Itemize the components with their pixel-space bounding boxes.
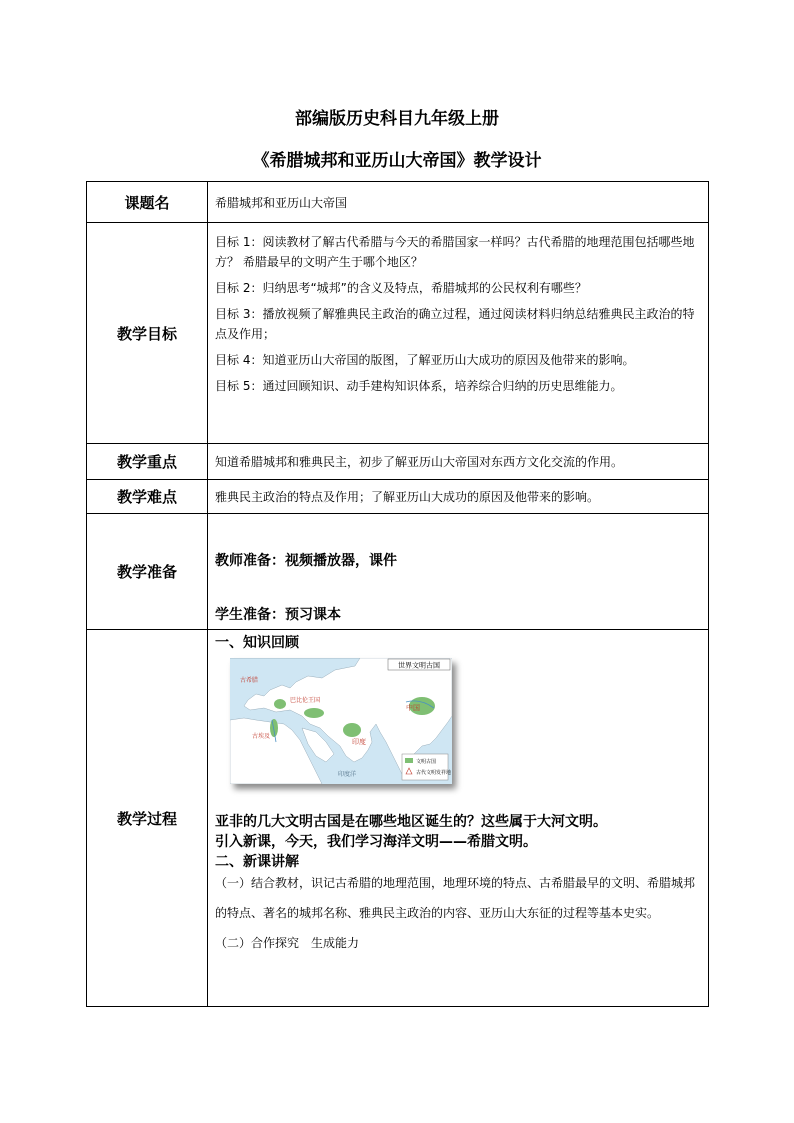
value-difficulties xyxy=(208,480,709,514)
legend-civ-label: 文明古国 xyxy=(416,759,437,765)
civ-babylon xyxy=(304,708,324,718)
value-key-points xyxy=(208,444,709,480)
label-difficulties: 教学难点 xyxy=(87,480,208,514)
label-process: 教学过程 xyxy=(87,630,208,1007)
new-lesson-part2: （二）合作探究 生成能力 xyxy=(215,936,360,950)
map-label-babylon: 巴比伦王国 xyxy=(290,697,321,704)
student-preparation: 学生准备：预习课本 xyxy=(215,607,341,623)
map-title: 世界文明古国 xyxy=(398,661,440,670)
difficulties-text: 雅典民主政治的特点及作用；了解亚历山大成功的原因及他带来的影响。 xyxy=(215,490,600,504)
row-process xyxy=(87,630,709,1007)
review-question: 亚非的几大文明古国是在哪些地区诞生的？这些属于大河文明。 xyxy=(215,814,607,830)
value-preparation xyxy=(208,514,709,630)
map-label-greece: 古希腊 xyxy=(240,677,259,684)
civ-greece xyxy=(274,699,286,709)
legend-swatch-civ xyxy=(405,758,413,763)
map-label-india: 印度 xyxy=(352,738,366,746)
label-topic: 课题名 xyxy=(87,182,208,223)
map-label-indian-ocean: 印度洋 xyxy=(338,771,357,778)
value-objectives xyxy=(208,223,709,444)
value-process xyxy=(208,630,709,1007)
section-review-heading: 一、知识回顾 xyxy=(215,635,299,651)
row-topic xyxy=(87,182,709,223)
objective-1: 目标 1：阅读教材了解古代希腊与今天的希腊国家一样吗？古代希腊的地理范围包括哪些地方？ 希腊最早的文明产生于哪个地区？ xyxy=(215,235,695,269)
civ-egypt xyxy=(270,719,278,737)
section-new-lesson-heading: 二、新课讲解 xyxy=(215,854,299,870)
row-objectives xyxy=(87,223,709,444)
intro-new-lesson: 引入新课，今天，我们学习海洋文明——希腊文明。 xyxy=(215,834,537,850)
map-label-china: 中国 xyxy=(406,704,420,712)
civ-india xyxy=(343,723,361,737)
topic-text: 希腊城邦和亚历山大帝国 xyxy=(215,195,348,210)
map-label-egypt: 古埃及 xyxy=(252,733,271,740)
objective-4: 目标 4：知道亚历山大帝国的版图，了解亚历山大成功的原因及他带来的影响。 xyxy=(215,353,635,367)
document-title-line2: 《希腊城邦和亚历山大帝国》教学设计 xyxy=(252,151,542,171)
objective-2: 目标 2：归纳思考“城邦”的含义及特点，希腊城邦的公民权利有哪些？ xyxy=(215,281,587,295)
label-key-points: 教学重点 xyxy=(87,444,208,480)
value-topic xyxy=(208,182,709,223)
label-preparation: 教学准备 xyxy=(87,514,208,630)
document-title-line1: 部编版历史科目九年级上册 xyxy=(295,109,499,129)
row-preparation xyxy=(87,514,709,630)
label-objectives: 教学目标 xyxy=(87,223,208,444)
new-lesson-part1: （一）结合教材，识记古希腊的地理范围，地理环境的特点、古希腊最早的文明、希腊城邦的特点、著名的城邦名称、雅典民主政治的内容、亚历山大东征的过程等基本史实。 xyxy=(215,876,696,920)
map-graphic xyxy=(230,658,452,784)
row-key-points xyxy=(87,444,709,480)
map-legend xyxy=(402,754,448,780)
legend-origin-label: 古代文明发祥地 xyxy=(416,770,452,776)
key-points-text: 知道希腊城邦和雅典民主，初步了解亚历山大帝国对东西方文化交流的作用。 xyxy=(215,455,624,469)
objective-5: 目标 5：通过回顾知识、动手建构知识体系，培养综合归纳的历史思维能力。 xyxy=(215,379,623,393)
world-civilizations-map xyxy=(230,658,452,784)
row-difficulties xyxy=(87,480,709,514)
objective-3: 目标 3：播放视频了解雅典民主政治的确立过程，通过阅读材料归纳总结雅典民主政治的特点及作用； xyxy=(215,307,695,341)
lesson-plan-table xyxy=(86,181,709,1007)
teacher-preparation: 教师准备：视频播放器，课件 xyxy=(215,553,397,569)
